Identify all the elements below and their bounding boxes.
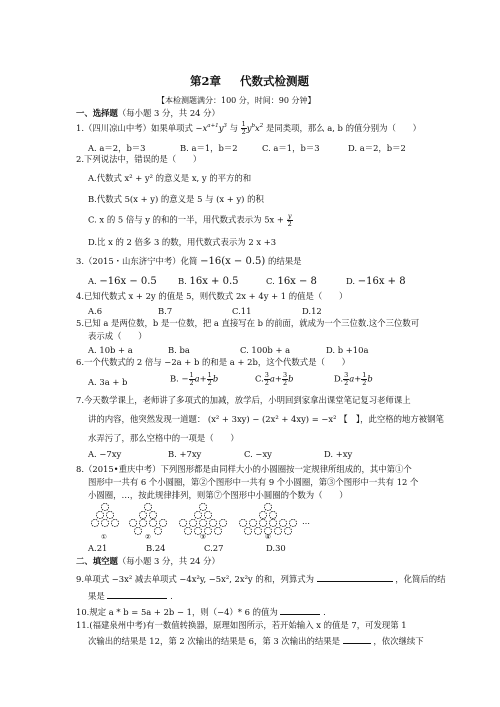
q4-option-d[interactable]: D.12 [302, 306, 322, 316]
pattern-circle [249, 519, 256, 526]
pattern-circle [239, 519, 246, 526]
q9-line2-a: 果是 [88, 591, 105, 601]
section-choice-note: （每小题 3 分，共 24 分） [117, 108, 220, 118]
q4-option-b[interactable]: B.7 [158, 306, 173, 316]
q1-option-d[interactable]: D. a＝2，b＝2 [348, 143, 406, 153]
q3-option-a-letter: A. [88, 276, 97, 286]
pattern-circle [254, 527, 261, 534]
circle-pattern-figure [88, 502, 318, 540]
pattern-circle [269, 519, 276, 526]
q6-option-b-letter: B. − [170, 373, 189, 384]
pattern-circle [204, 511, 211, 518]
q2-option-a[interactable]: A.代数式 x² + y² 的意义是 x, y 的平方的和 [88, 173, 252, 183]
section-choice-label: 一、选择题 [76, 108, 118, 118]
question-5-line-1: 5.已知 a 是两位数，b 是一位数，把 a 直接写在 b 的前面，就成为一个三位数.这个三位数可 [76, 318, 420, 328]
q3-option-a[interactable] [88, 276, 157, 287]
pattern-circle [134, 527, 141, 534]
q9-answer-blank-1[interactable] [317, 573, 393, 582]
question-7-line-1: 7.今天数学课上，老师讲了多项式的加减，放学后，小明回到家拿出课堂笔记复习老师课上 [76, 395, 411, 405]
pattern-circle [101, 503, 108, 510]
question-8-line-3: 小圆圈，…，按此规律排列，则第⑦个图形中小圆圈的个数为（ ） [88, 490, 348, 500]
q7-option-c[interactable]: C. −xy [244, 449, 272, 459]
question-9-line-1 [76, 573, 446, 585]
figure-ellipsis: … [302, 517, 310, 526]
q8-option-b[interactable]: B.24 [146, 543, 166, 553]
q6-option-c[interactable]: C. $\frac{3}{2}$ a+ $\frac{3}{2}$ b [255, 371, 294, 387]
pattern-circle [284, 527, 291, 534]
q11-answer-blank[interactable] [343, 635, 371, 644]
figure-caption-3: ③ [200, 533, 206, 541]
question-9-line-2 [88, 590, 173, 602]
q5-option-a[interactable]: A. 10b + a [88, 345, 133, 355]
pattern-circle [259, 511, 266, 518]
q5-option-b[interactable]: B. ba [168, 345, 190, 355]
question-1-stem: 1.（四川凉山中考）如果单项式 $-x^{a+1}y^3$ 与 $\frac{1}{2}$ $y^bx^2$ 是同类项，那么 a, b 的值分别为（ ） [76, 120, 421, 136]
q1-option-b[interactable]: B. a＝1，b＝2 [180, 143, 238, 153]
pattern-circle [111, 519, 118, 526]
pattern-circle [274, 527, 281, 534]
q3-option-a-math: −16x − 0.5 [99, 276, 157, 287]
pattern-circle [279, 519, 286, 526]
figure-caption-4: ④ [265, 533, 271, 541]
question-11-line-2 [88, 635, 424, 647]
q7-option-a[interactable]: A. −7xy [88, 449, 122, 459]
question-11-line-1: 11.(福建泉州中考)有一数值转换器，原理如图所示，若开始输入 x 的值是 7，可发现第 1 [76, 620, 407, 630]
q3-option-b[interactable] [178, 276, 239, 287]
question-8-line-2: 图形中一共有 6 个小圆圈，第②个图形中一共有 9 个小圆圈，第③个图形中一共有 12 个 [88, 477, 419, 487]
page-title: 代数式检测题 [240, 74, 309, 88]
pattern-circle [91, 519, 98, 526]
q3-option-d-letter: D. [346, 276, 356, 286]
pattern-circle [144, 503, 151, 510]
pattern-circle [199, 503, 206, 510]
q4-option-c[interactable]: C.11 [232, 306, 252, 316]
q2-option-c[interactable]: C. x 的 5 倍与 y 的和的一半，用代数式表示为 5x + $\frac{y}{2}$ [88, 212, 292, 228]
figure-caption-2: ② [145, 533, 151, 541]
pattern-circle [289, 519, 296, 526]
q7-line2-b: 【 】，此空格的地方被钢笔 [339, 414, 444, 424]
q1-option-c[interactable]: C. a＝1，b＝3 [262, 143, 320, 153]
pattern-circle [159, 519, 166, 526]
pattern-circle [214, 527, 221, 534]
q3-option-c[interactable] [266, 276, 317, 287]
section-fill [76, 556, 220, 567]
pattern-circle [96, 511, 103, 518]
circle-pattern-svg [88, 502, 318, 540]
pattern-circle [101, 519, 108, 526]
section-choice [76, 108, 220, 119]
pattern-circle [179, 519, 186, 526]
q6-option-d[interactable]: D. $\frac{3}{2}$ a+ $\frac{1}{2}$ b [334, 371, 373, 387]
test-info: 【本检测题满分：100 分，时间：90 分钟】 [157, 96, 316, 105]
pattern-circle [199, 519, 206, 526]
question-10 [76, 606, 326, 618]
q9-line1-b: ，化简后的结 [395, 574, 446, 584]
question-7-line-3: 水弄污了，那么空格中的一项是（ ） [88, 433, 239, 443]
question-3-stem [76, 256, 301, 267]
circle-pattern-group [91, 503, 296, 534]
q10-text-b: . [323, 607, 326, 617]
q8-option-d[interactable]: D.30 [266, 543, 286, 553]
pattern-circle [106, 511, 113, 518]
q11-line2-a: 次输出的结果是 12，第 2 次输出的结果是 6，第 3 次输出的结果是 [88, 636, 340, 646]
q3-stem-b: 的结果是 [267, 256, 302, 266]
pattern-circle [259, 519, 266, 526]
pattern-circle [129, 519, 136, 526]
q5-option-c[interactable]: C. 100b + a [240, 345, 291, 355]
question-5-line-2: 表示成（ ） [88, 331, 147, 341]
pattern-circle [194, 511, 201, 518]
q9-line1-a: 9.单项式 −3x² 减去单项式 −4x²y, −5x², 2x²y 的和，列算式为 [76, 574, 314, 584]
pattern-circle [149, 511, 156, 518]
q9-answer-blank-2[interactable] [107, 590, 167, 599]
pattern-circle [149, 519, 156, 526]
q10-answer-blank[interactable] [280, 606, 320, 615]
q7-line2-a: 讲的内容，他突然发现一道题： [88, 414, 206, 424]
q3-stem-math: −16(x − 0.5) [200, 256, 266, 267]
q3-option-c-letter: C. [266, 276, 275, 286]
q7-line2-math: (x² + 3xy) − (2x² + 4xy) = −x² [207, 414, 337, 424]
q8-option-c[interactable]: C.27 [204, 543, 224, 553]
q11-line2-b: ，依次继续下 [373, 636, 424, 646]
pattern-circle [184, 527, 191, 534]
question-6-stem: 6.一个代数式的 2 倍与 −2a + b 的和是 a + 2b，这个代数式是（ ） [76, 357, 350, 367]
q2-option-c-text: C. x 的 5 倍与 y 的和的一半，用代数式表示为 5x + [88, 214, 284, 225]
q1-stem-a: 1.（四川凉山中考）如果单项式 [76, 122, 193, 133]
q10-text-a: 10.规定 a * b = 5a + 2b − 1，则（−4）* 6 的值为 [76, 607, 278, 617]
q8-option-a[interactable]: A.21 [88, 543, 108, 553]
q2-option-b[interactable]: B.代数式 5(x + y) 的意义是 5 与 (x + y) 的积 [88, 194, 264, 204]
chapter-label: 第2章 [190, 74, 222, 88]
q3-option-b-letter: B. [178, 276, 187, 286]
figure-caption-1: ① [101, 533, 107, 541]
q5-option-d[interactable]: D. b +10a [326, 345, 369, 355]
q3-option-d-math: −16x + 8 [357, 276, 406, 287]
q3-option-b-math: 16x + 0.5 [189, 276, 239, 287]
q6-option-b[interactable]: B. − $\frac{1}{2}$ a+ $\frac{1}{2}$ b [170, 371, 219, 387]
question-8-line-1: 8.（2015•重庆中考）下列图形都是由同样大小的小圆圈按一定规律所组成的，其中第①个 [76, 464, 412, 474]
pattern-circle [139, 519, 146, 526]
q3-option-d[interactable] [346, 276, 406, 287]
pattern-circle [139, 511, 146, 518]
pattern-circle [154, 527, 161, 534]
q6-option-c-letter: C. [255, 373, 264, 384]
pattern-circle [244, 527, 251, 534]
pattern-circle [209, 519, 216, 526]
q3-stem-a: 3.（2015・山东济宁中考）化简 [76, 256, 198, 266]
q7-option-d[interactable]: D. +xy [324, 449, 353, 459]
q1-option-a[interactable]: A. a＝2，b＝3 [88, 143, 146, 153]
q1-stem-c: 是同类项，那么 a, b 的值分别为（ ） [265, 122, 421, 133]
pattern-circle [219, 519, 226, 526]
q6-option-d-letter: D. [334, 373, 344, 384]
q9-line2-b: . [170, 591, 173, 601]
pattern-circle [189, 519, 196, 526]
q1-stem-b: 与 [229, 122, 238, 133]
pattern-circle [264, 503, 271, 510]
question-2-stem: 2.下列说法中，错误的是（ ） [76, 154, 202, 164]
q3-option-c-math: 16x − 8 [277, 276, 317, 287]
q6-option-a[interactable]: A. 3a + b [88, 377, 128, 387]
q4-option-a[interactable]: A.6 [88, 306, 103, 316]
q2-option-d[interactable]: D.比 x 的 2 倍多 3 的数，用代数式表示为 2 x +3 [88, 237, 277, 247]
section-fill-note: （每小题 3 分，共 24 分） [117, 556, 220, 566]
q7-option-b[interactable]: B. +7xy [168, 449, 202, 459]
pattern-circle [269, 511, 276, 518]
question-7-line-2 [88, 414, 444, 425]
section-fill-label: 二、填空题 [76, 556, 118, 566]
question-4-stem: 4.已知代数式 x + 2y 的值是 5，则代数式 2x + 4y + 1 的值是（ ） [76, 291, 348, 301]
